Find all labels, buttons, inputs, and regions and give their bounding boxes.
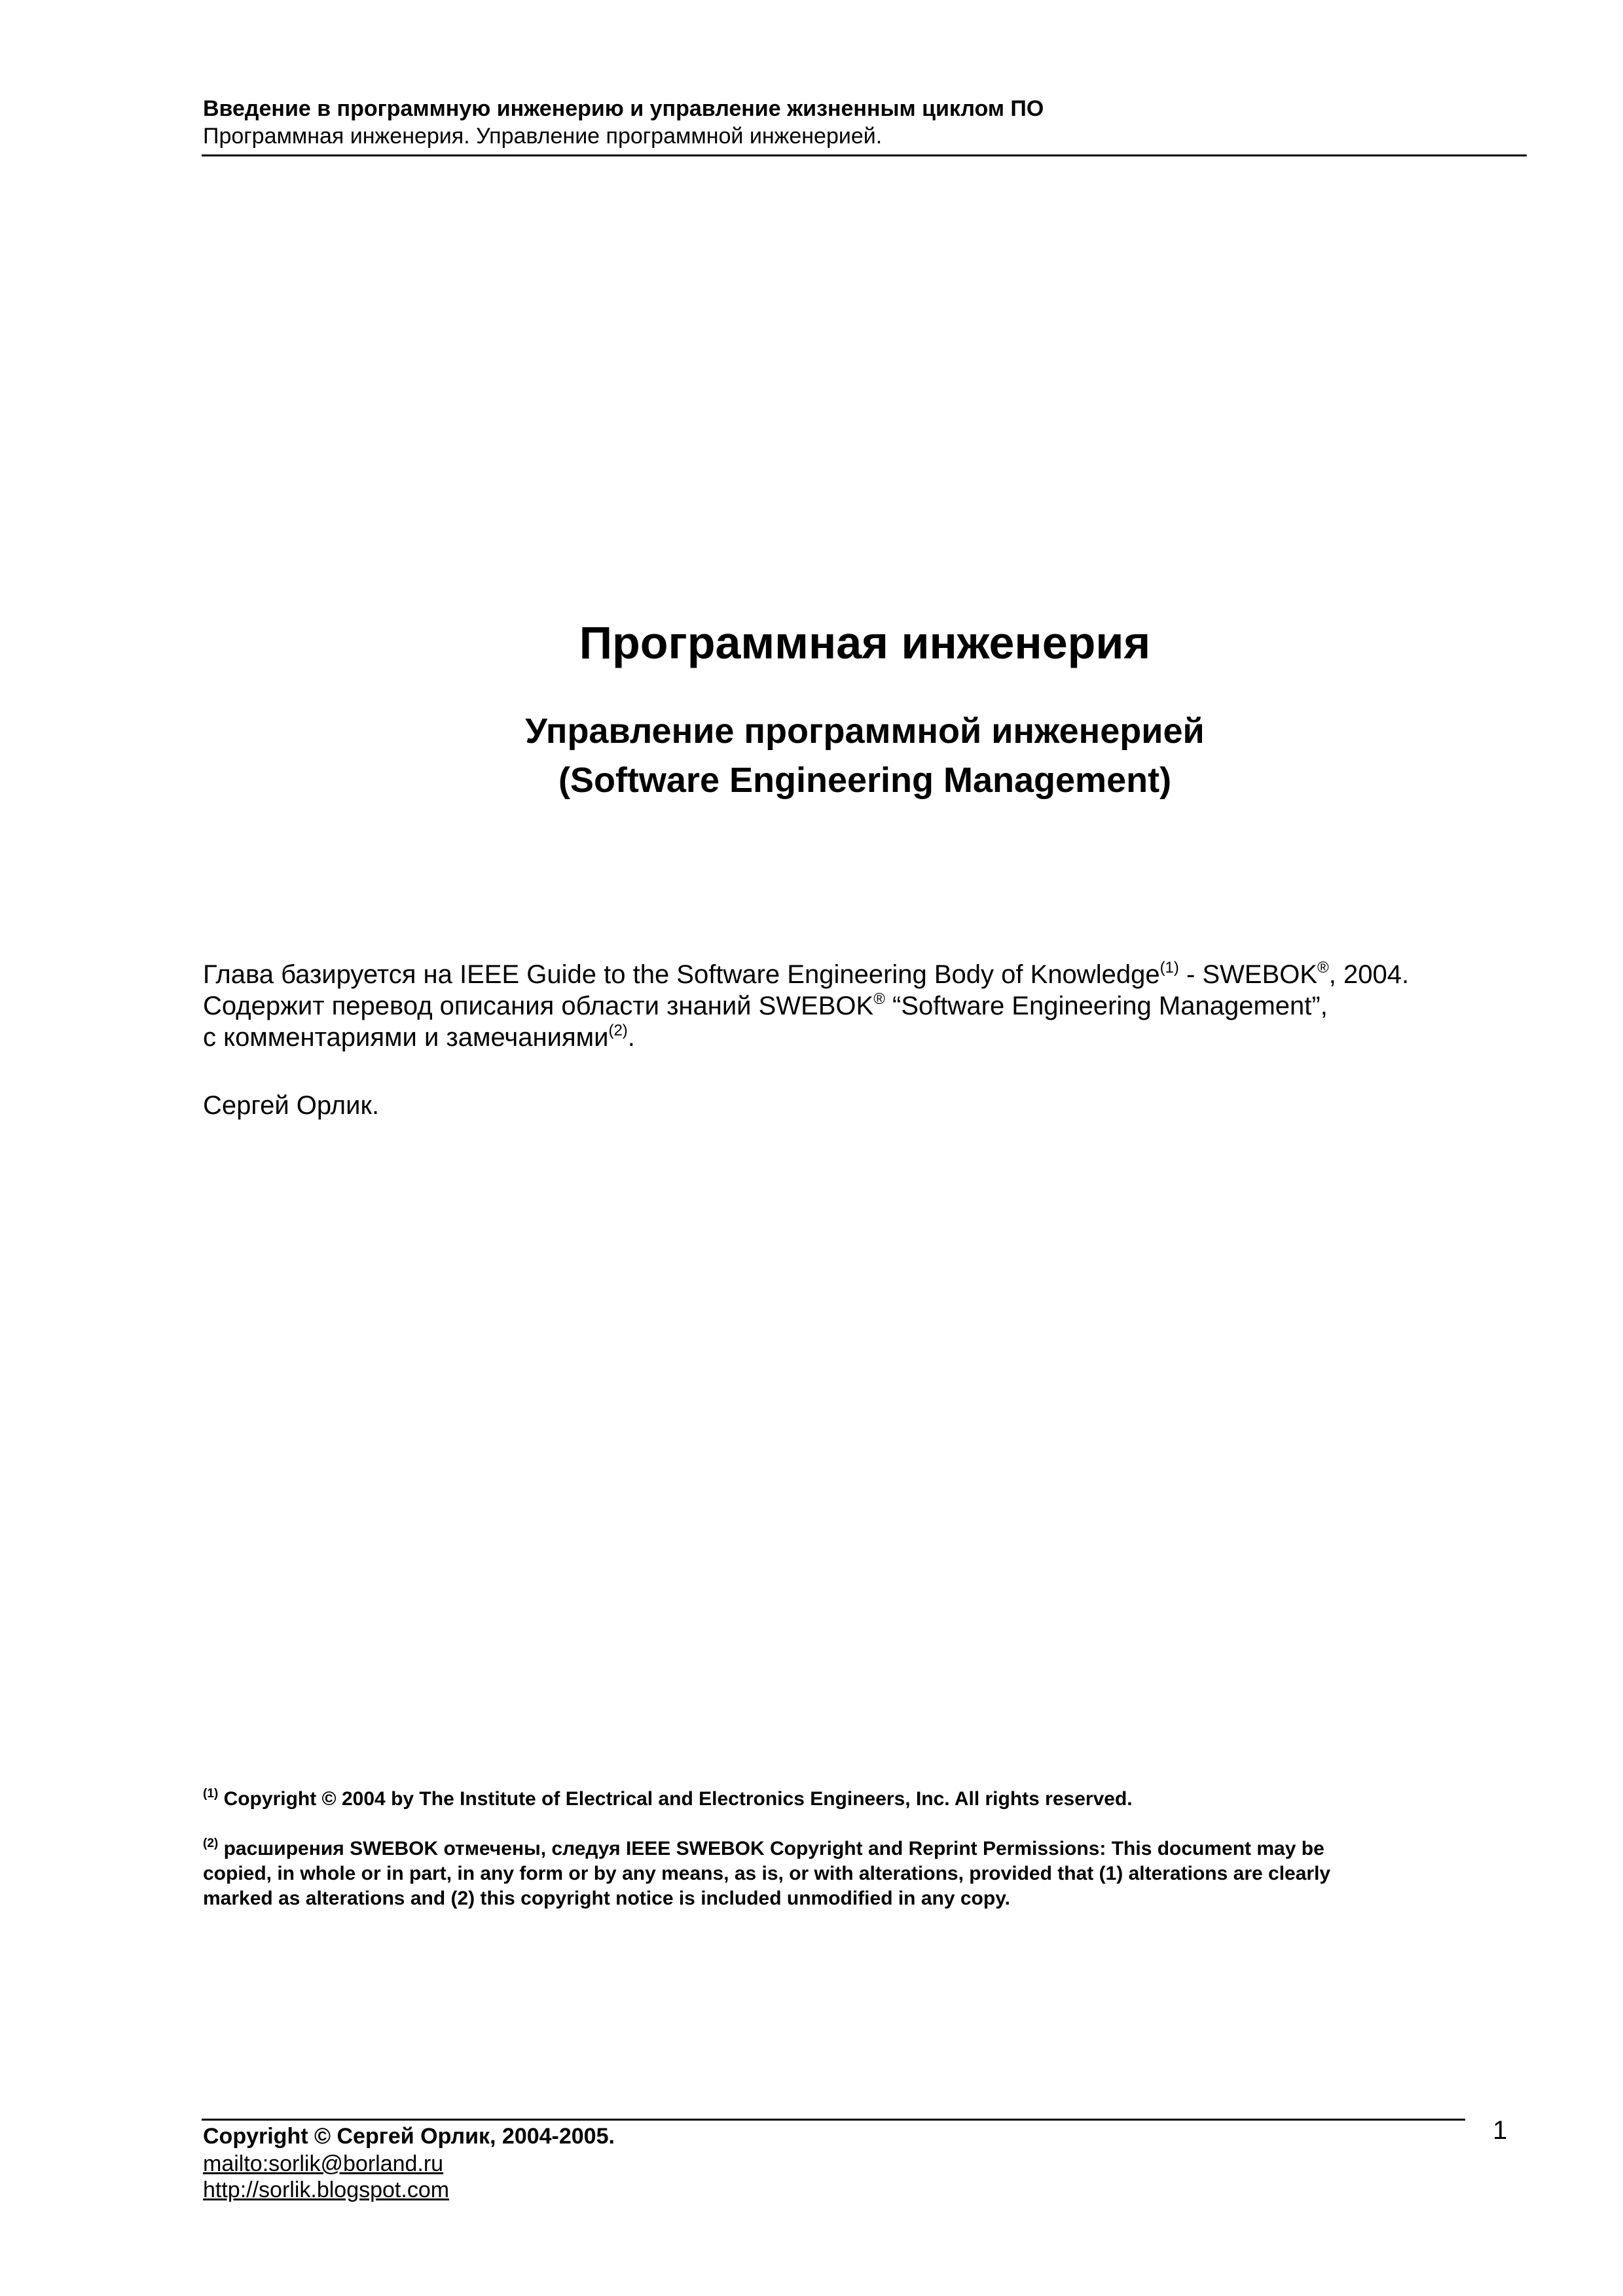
footnote-1	[203, 1787, 1133, 1812]
section-title: Управление программной инженерией	[525, 711, 1205, 751]
body-text: - SWEBOK	[1178, 960, 1318, 989]
body-text: Глава базируется на IEEE Guide to the Software Engineering Body of Knowledge	[203, 960, 1160, 989]
footer-divider	[202, 2119, 1465, 2121]
footnote-marker-2: (2)	[203, 1837, 219, 1850]
header-divider	[202, 154, 1527, 156]
email-link[interactable]: mailto:sorlik@borland.ru	[203, 2151, 444, 2176]
website-link[interactable]: http://sorlik.blogspot.com	[203, 2178, 450, 2202]
header-title: Введение в программную инженерию и управление жизненным циклом ПО	[203, 96, 1044, 121]
footnote-ref-1: (1)	[1159, 959, 1179, 977]
body-text: .	[627, 1023, 635, 1052]
registered-mark: ®	[1317, 959, 1329, 977]
body-line-1	[203, 960, 1409, 990]
footnote-2-line-3: marked as alterations and (2) this copyright notice is included unmodified in any copy.	[203, 1888, 1011, 1909]
footnote-ref-2: (2)	[608, 1022, 628, 1039]
header-subtitle: Программная инженерия. Управление программной инженерией.	[203, 124, 883, 149]
registered-mark: ®	[873, 990, 885, 1008]
section-title-english: (Software Engineering Management)	[558, 761, 1172, 800]
footnote-2-line-2: copied, in whole or in part, in any form or by any means, as is, or with alterations, provided that (1) alterations are clearly	[203, 1863, 1331, 1884]
body-text: , 2004.	[1328, 960, 1410, 989]
footnote-text: расширения SWEBOK отмечены, следуя IEEE SWEBOK Copyright and Reprint Permissions: This document may be	[218, 1838, 1324, 1859]
body-line-2	[203, 991, 1328, 1021]
footnote-2-line-1	[203, 1837, 1324, 1861]
body-text: с комментариями и замечаниями	[203, 1023, 609, 1052]
body-text: “Software Engineering Management”,	[884, 992, 1328, 1020]
body-text: Содержит перевод описания области знаний SWEBOK	[203, 992, 874, 1020]
author-name: Сергей Орлик.	[203, 1091, 380, 1120]
footnote-text: Copyright © 2004 by The Institute of Electrical and Electronics Engineers, Inc. All rights reserved.	[218, 1788, 1133, 1810]
footnote-marker-1: (1)	[203, 1787, 219, 1801]
body-line-3	[203, 1022, 635, 1052]
page-title: Программная инженерия	[579, 617, 1151, 668]
page-number: 1	[1493, 2116, 1508, 2145]
footer-copyright: Copyright © Сергей Орлик, 2004-2005.	[203, 2124, 615, 2149]
